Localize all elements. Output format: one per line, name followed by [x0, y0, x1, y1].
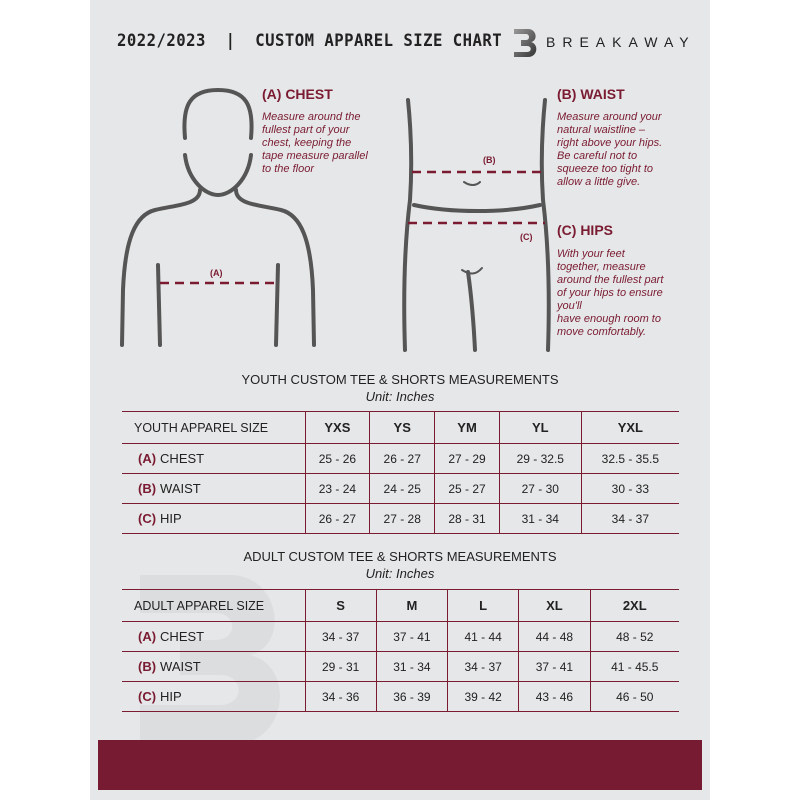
- measurement-tag: (C): [138, 689, 157, 704]
- table-cell: 43 - 46: [519, 682, 590, 712]
- youth-unit: Unit: Inches: [365, 389, 435, 404]
- hips-heading: (C) HIPS: [557, 222, 613, 238]
- table-cell: 26 - 27: [370, 444, 435, 474]
- table-cell: 31 - 34: [376, 652, 447, 682]
- adult-size-table: [122, 589, 679, 712]
- table-cell: 25 - 27: [435, 474, 500, 504]
- table-cell: 34 - 37: [581, 504, 679, 534]
- brand-name: BREAKAWAY: [546, 34, 696, 50]
- table-row: [122, 474, 679, 504]
- table-cell: 27 - 28: [370, 504, 435, 534]
- measurement-label: [122, 622, 305, 652]
- table-cell: 27 - 29: [435, 444, 500, 474]
- table-cell: 34 - 37: [305, 622, 376, 652]
- measurement-name: HIP: [160, 511, 182, 526]
- table-cell: 41 - 44: [448, 622, 519, 652]
- table-row: [122, 682, 679, 712]
- table-cell: 34 - 36: [305, 682, 376, 712]
- table-cell: 27 - 30: [499, 474, 581, 504]
- size-label: ADULT APPAREL SIZE: [122, 590, 305, 622]
- table-row: [122, 504, 679, 534]
- table-cell: 36 - 39: [376, 682, 447, 712]
- table-cell: 37 - 41: [376, 622, 447, 652]
- adult-unit: Unit: Inches: [365, 566, 435, 581]
- measurement-name: WAIST: [160, 659, 201, 674]
- measurement-name: HIP: [160, 689, 182, 704]
- table-cell: 31 - 34: [499, 504, 581, 534]
- table-cell: 41 - 45.5: [590, 652, 679, 682]
- table-row: [122, 444, 679, 474]
- table-header-row: [122, 590, 679, 622]
- size-header: YXL: [581, 412, 679, 444]
- table-cell: 29 - 32.5: [499, 444, 581, 474]
- measurement-tag: (A): [138, 629, 157, 644]
- table-cell: 44 - 48: [519, 622, 590, 652]
- measurement-label: [122, 474, 305, 504]
- measurement-label: [122, 652, 305, 682]
- measurement-label: [122, 504, 305, 534]
- size-header: YXS: [305, 412, 370, 444]
- size-header: YS: [370, 412, 435, 444]
- table-cell: 24 - 25: [370, 474, 435, 504]
- measurement-tag: (A): [138, 451, 157, 466]
- table-cell: 37 - 41: [519, 652, 590, 682]
- youth-size-table: [122, 411, 679, 534]
- size-header: 2XL: [590, 590, 679, 622]
- table-cell: 23 - 24: [305, 474, 370, 504]
- table-cell: 34 - 37: [448, 652, 519, 682]
- waist-marker: (B): [483, 155, 496, 165]
- table-cell: 25 - 26: [305, 444, 370, 474]
- chest-heading: (A) CHEST: [262, 86, 333, 102]
- table-cell: 28 - 31: [435, 504, 500, 534]
- table-cell: 48 - 52: [590, 622, 679, 652]
- measurement-label: [122, 682, 305, 712]
- table-header-row: [122, 412, 679, 444]
- measurement-tag: (B): [138, 659, 157, 674]
- measurement-tag: (C): [138, 511, 157, 526]
- size-header: M: [376, 590, 447, 622]
- size-header: YM: [435, 412, 500, 444]
- adult-section-title: ADULT CUSTOM TEE & SHORTS MEASUREMENTS: [243, 549, 557, 564]
- table-cell: 32.5 - 35.5: [581, 444, 679, 474]
- table-cell: 46 - 50: [590, 682, 679, 712]
- measurement-name: WAIST: [160, 481, 201, 496]
- size-label: YOUTH APPAREL SIZE: [122, 412, 305, 444]
- waist-description: Measure around your natural waistline – right above your hips. Be careful not to squeeze too tight to allow a little give.: [557, 111, 663, 188]
- page-title: 2022/2023 | CUSTOM APPAREL SIZE CHART: [117, 31, 503, 51]
- footer-bar: [98, 740, 702, 790]
- measurement-name: CHEST: [160, 629, 205, 644]
- table-cell: 39 - 42: [448, 682, 519, 712]
- measurement-tag: (B): [138, 481, 157, 496]
- table-cell: 30 - 33: [581, 474, 679, 504]
- size-header: L: [448, 590, 519, 622]
- waist-heading: (B) WAIST: [557, 86, 625, 102]
- table-row: [122, 622, 679, 652]
- measurement-label: [122, 444, 305, 474]
- hips-description: With your feet together, measure around the fullest part of your hips to ensure you'll have enough room to move comfortably.: [557, 248, 664, 338]
- youth-section-title: YOUTH CUSTOM TEE & SHORTS MEASUREMENTS: [241, 372, 559, 387]
- table-cell: 29 - 31: [305, 652, 376, 682]
- size-header: YL: [499, 412, 581, 444]
- size-header: S: [305, 590, 376, 622]
- table-row: [122, 652, 679, 682]
- size-chart-page: [90, 0, 710, 800]
- measurement-name: CHEST: [160, 451, 205, 466]
- size-header: XL: [519, 590, 590, 622]
- table-cell: 26 - 27: [305, 504, 370, 534]
- hips-marker: (C): [520, 232, 533, 242]
- chest-description: Measure around the fullest part of your chest, keeping the tape measure parallel to the floor: [262, 111, 368, 175]
- chest-marker: (A): [210, 268, 223, 278]
